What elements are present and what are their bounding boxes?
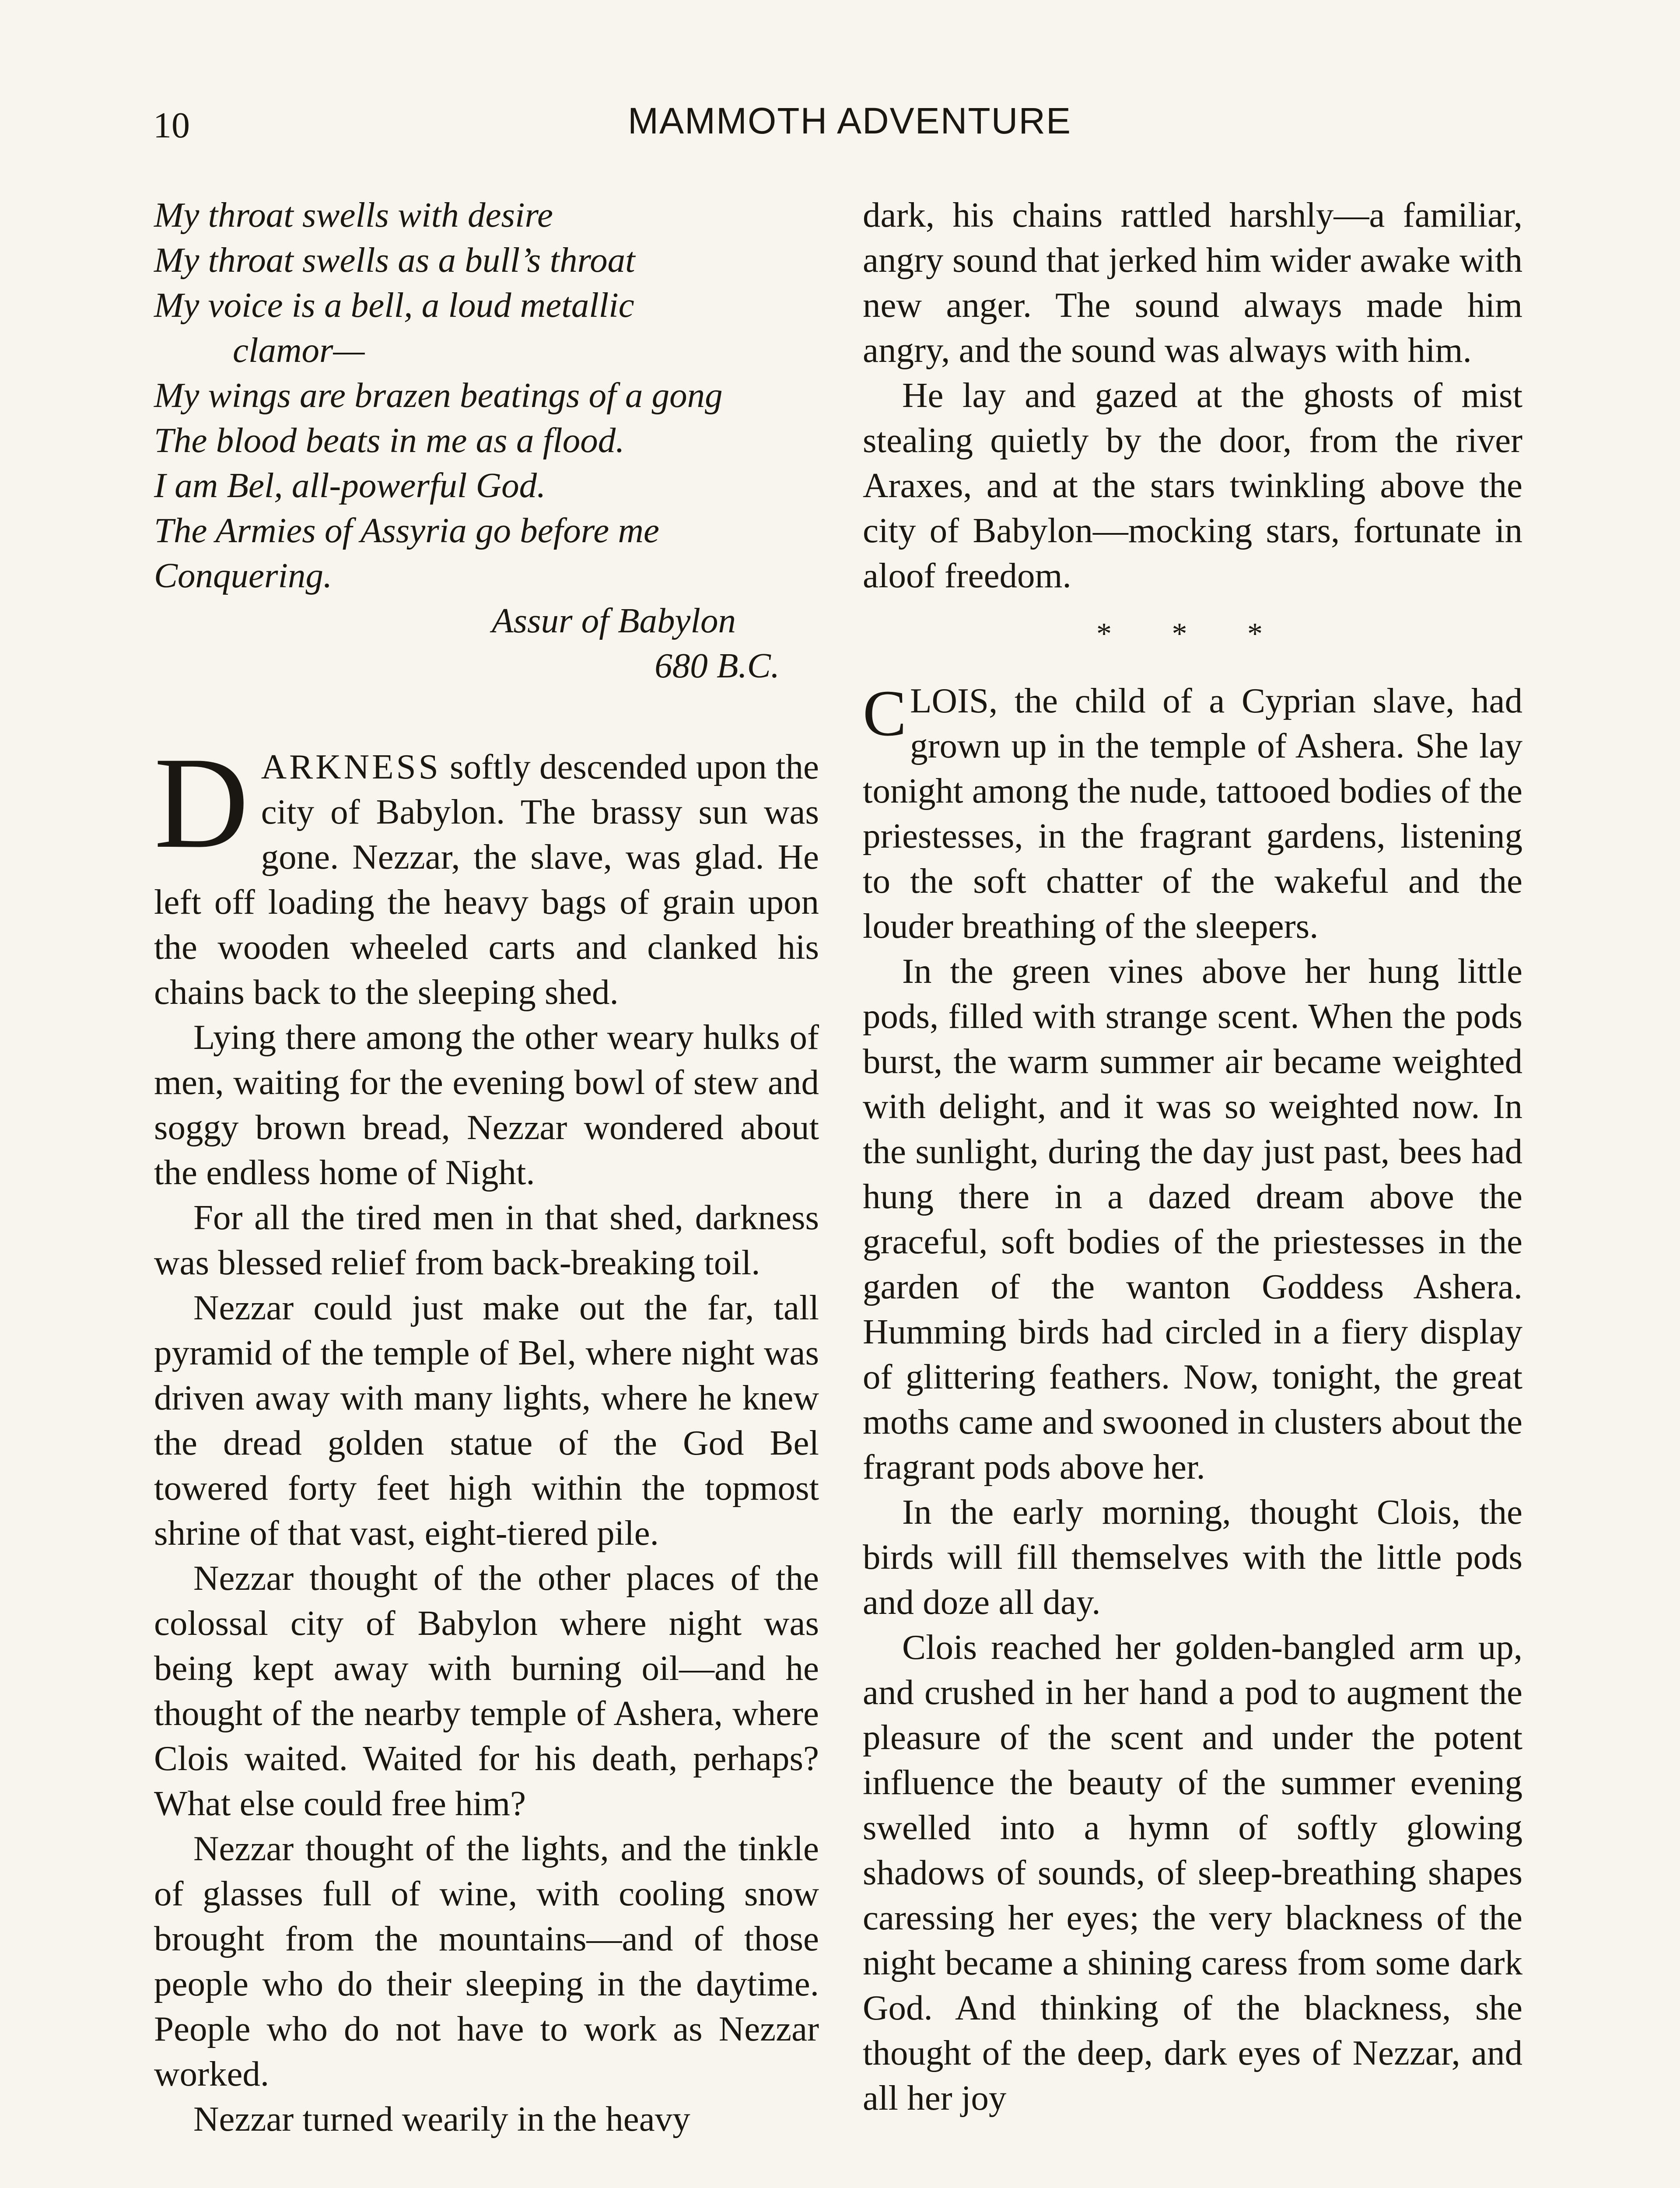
body-paragraph: In the green vines above her hung little pods, filled with strange scent. When the pods burst, the warm summer air became weighted with delight, and it was so weighted now. In the sunlight, during the day just past, bees had hung there in a dazed dream above the graceful, soft bodies of the priestesses in the garden of the wanton Goddess Ashera. Humming birds had circled in a fiery display of glittering feathers. Now, tonight, the great moths came and swooned in clusters about the fragrant pods above her. <box>863 951 1522 1487</box>
poem-line: My wings are brazen beatings of a gong <box>154 375 723 415</box>
poem-line: The blood beats in me as a flood. <box>154 421 625 460</box>
section-separator: * * * <box>1096 617 1289 651</box>
running-head: MAMMOTH ADVENTURE <box>628 100 1072 141</box>
drop-cap: C <box>863 677 907 750</box>
body-paragraph: Lying there among the other weary hulks of men, waiting for the evening bowl of stew and soggy brown bread, Nezzar wondered about the endless home of Night. <box>154 1017 819 1192</box>
poem-line: Conquering. <box>154 556 332 595</box>
right-column <box>863 193 1522 2121</box>
body-paragraph: For all the tired men in that shed, darkness was blessed relief from back-breaking toil. <box>154 1198 819 1282</box>
poem-line: My throat swells as a bull’s throat <box>154 240 635 280</box>
left-column <box>154 193 819 2142</box>
clois-opening-text: LOIS, the child of a Cyprian slave, had grown up in the temple of Ashera. She lay tonight among the nude, tattooed bodies of the priestesses, in the fragrant gardens, listening to the soft chatter of the wakeful and the louder breathing of the sleepers. <box>863 681 1522 946</box>
poem-line: My voice is a bell, a loud metallic <box>154 285 634 325</box>
poem-line: My throat swells with desire <box>154 195 553 235</box>
epigraph-poem <box>154 193 819 688</box>
poem-attribution-name: Assur of Babylon <box>492 601 736 640</box>
clois-opening-paragraph <box>863 678 1522 949</box>
body-paragraph: Nezzar thought of the lights, and the tinkle of glasses full of wine, with cooling snow brought from the mountains—and of those people who do their sleeping in the daytime. People who do not have to work as Nezzar worked. <box>154 1829 819 2093</box>
body-paragraph: Clois reached her golden-bangled arm up, and crushed in her hand a pod to augment the pleasure of the scent and under the potent influence the beauty of the summer evening swelled into a hymn of softly glowing shadows of sounds, of sleep-breathing shapes caressing her eyes; the very blackness of the night became a shining caress from some dark God. And thinking of the blackness, she thought of the deep, dark eyes of Nezzar, and all her joy <box>863 1627 1522 2118</box>
poem-line: clamor— <box>233 330 365 370</box>
poem-line: The Armies of Assyria go before me <box>154 511 659 550</box>
opening-paragraph-text: softly descended upon the city of Babylon. The brassy sun was gone. Nezzar, the slave, was glad. He left off loading the heavy bags of grain upon the wooden wheeled carts and clanked his chains back to the sleeping shed. <box>154 747 819 1012</box>
body-paragraph: In the early morning, thought Clois, the birds will fill themselves with the little pods and doze all day. <box>863 1492 1522 1622</box>
drop-cap: D <box>154 730 249 875</box>
page-number: 10 <box>153 105 190 146</box>
poem-line: I am Bel, all-powerful God. <box>154 466 546 505</box>
opening-paragraph <box>154 730 819 1015</box>
body-paragraph: Nezzar thought of the other places of the colossal city of Babylon where night was being kept away with burning oil—and he thought of the nearby temple of Ashera, where Clois waited. Waited for his death, perhaps? What else could free him? <box>154 1558 819 1823</box>
body-paragraph: He lay and gazed at the ghosts of mist stealing quietly by the door, from the river Araxes, and at the stars twinkling above the city of Babylon—mocking stars, fortunate in aloof freedom. <box>863 375 1522 595</box>
poem-attribution-date: 680 B.C. <box>654 646 780 685</box>
continued-paragraph: dark, his chains rattled harshly—a familiar, angry sound that jerked him wider awake with new anger. The sound always made him angry, and the sound was always with him. <box>863 195 1522 370</box>
opening-smallcaps: ARKNESS <box>261 747 441 786</box>
page-header <box>0 100 1680 157</box>
body-paragraph: Nezzar could just make out the far, tall pyramid of the temple of Bel, where night was driven away with many lights, where he knew the dread golden statue of the God Bel towered forty feet high within the topmost shrine of that vast, eight-tiered pile. <box>154 1288 819 1553</box>
body-paragraph: Nezzar turned wearily in the heavy <box>193 2099 690 2139</box>
